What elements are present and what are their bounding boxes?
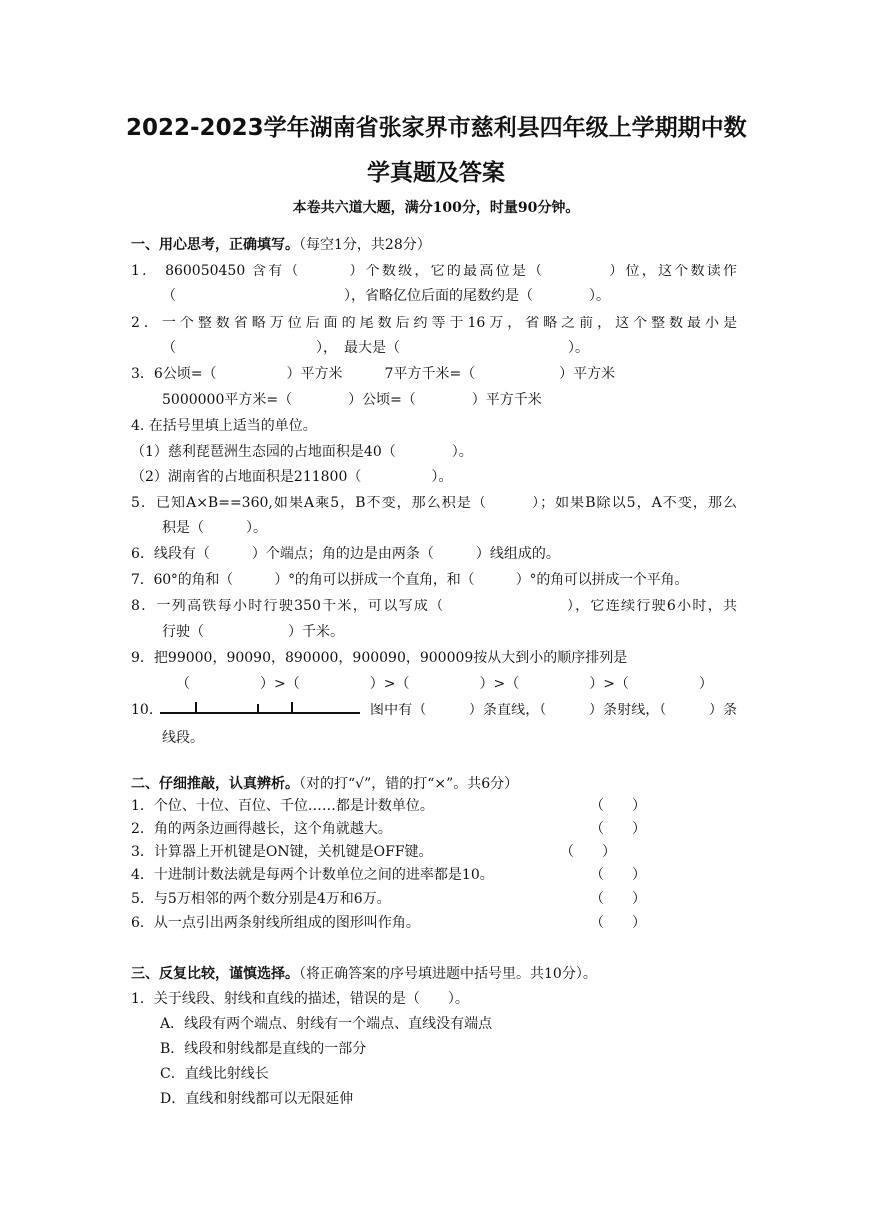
judge-answer-2: （ ）	[590, 821, 646, 837]
judge-item-4: 4．十进制计数法就是每两个计数单位之间的进率都是10。	[131, 867, 494, 883]
page-title-line2: 学真题及答案	[367, 160, 505, 186]
exam-subtitle: 本卷共六道大题，满分100分，时量90分钟。	[292, 200, 580, 216]
judge-item-3: 3．计算器上开机键是ON键，关机键是OFF键。	[131, 844, 433, 860]
question-4-part2: （2）湖南省的占地面积是211800（ ）。	[131, 469, 453, 485]
judge-answer-5: （ ）	[590, 891, 646, 907]
question-1-line2: （ ），省略亿位后面的尾数约是（ ）。	[162, 288, 610, 304]
section-2-heading	[131, 777, 518, 791]
judge-item-5: 5．与5万相邻的两个数分别是4万和6万。	[131, 891, 391, 907]
page-title: 2022-2023学年湖南省张家界市慈利县四年级上学期期中数	[126, 115, 747, 141]
question-4-part1: （1）慈利琵琶洲生态园的占地面积是40（ ）。	[131, 444, 473, 460]
question-10-line1: 图中有（ ）条直线，（ ）条射线，（ ）条	[370, 703, 737, 718]
question-10-number: 10.	[131, 702, 154, 718]
question-8-line2: 行驶（ ）千米。	[162, 624, 344, 640]
question-10-line2: 线段。	[162, 730, 204, 746]
line-segment-figure	[160, 698, 360, 718]
question-9-line1: 9．把99000，90090，890000，900090，900009按从大到小的顺序排列是	[131, 650, 628, 666]
question-5-line1: 5．已知A×B==360,如果A乘5，B不变，那么积是（ ）；如果B除以5，A不变，那么	[131, 496, 737, 511]
question-8-line1: 8．一列高铁每小时行驶350千米，可以写成（ ），它连续行驶6小时，共	[131, 599, 737, 614]
question-5-line2: 积是（ ）。	[162, 520, 267, 536]
section-1-title: 一、用心思考，正确填写。	[131, 237, 299, 253]
question-9-line2: （ ）>（ ）>（ ）>（ ）>（ ）	[176, 676, 713, 692]
section-3-note: （将正确答案的序号填进题中括号里。共10分）。	[299, 966, 597, 982]
choice-option-d: D．直线和射线都可以无限延伸	[160, 1091, 354, 1107]
question-3-line1: 3．6公顷=（ ）平方米 7平方千米=（ ）平方米	[131, 366, 616, 382]
choice-question-1: 1．关于线段、射线和直线的描述，错误的是（ ）。	[131, 991, 469, 1007]
section-3-heading	[131, 967, 597, 981]
question-7: 7．60°的角和（ ）°的角可以拼成一个直角，和（ ）°的角可以拼成一个平角。	[131, 572, 689, 588]
choice-option-c: C．直线比射线长	[160, 1066, 269, 1082]
judge-answer-4: （ ）	[590, 867, 646, 883]
section-2-title: 二、仔细推敲，认真辨析。	[131, 776, 299, 792]
judge-item-6: 6．从一点引出两条射线所组成的图形叫作角。	[131, 915, 420, 931]
question-6: 6．线段有（ ）个端点；角的边是由两条（ ）线组成的。	[131, 546, 560, 562]
section-2-note: （对的打“√”，错的打“×”。共6分）	[299, 776, 519, 792]
question-3-line2: 5000000平方米=（ ）公顷=（ ）平方千米	[162, 392, 542, 408]
choice-option-b: B．线段和射线都是直线的一部分	[160, 1041, 367, 1057]
section-3-title: 三、反复比较，谨慎选择。	[131, 966, 299, 982]
choice-option-a: A．线段有两个端点、射线有一个端点、直线没有端点	[160, 1016, 493, 1032]
question-1-line1: 1． 860050450 含有（ ）个数级，它的最高位是（ ）位，这个数读作	[131, 264, 737, 279]
question-4: 4. 在括号里填上适当的单位。	[131, 418, 317, 434]
judge-answer-6: （ ）	[590, 915, 646, 931]
judge-item-2: 2．角的两条边画得越长，这个角就越大。	[131, 821, 392, 837]
judge-answer-1: （ ）	[590, 798, 646, 814]
section-1-heading	[131, 238, 431, 252]
judge-item-1: 1．个位、十位、百位、千位……都是计数单位。	[131, 798, 434, 814]
question-2-line1: 2．一个整数省略万位后面的尾数后约等于16万，省略之前，这个整数最小是	[131, 316, 737, 331]
judge-answer-3: （ ）	[560, 844, 616, 860]
section-1-note: （每空1分，共28分）	[299, 237, 431, 253]
question-2-line2: （ ）， 最大是（ ）。	[162, 340, 589, 356]
